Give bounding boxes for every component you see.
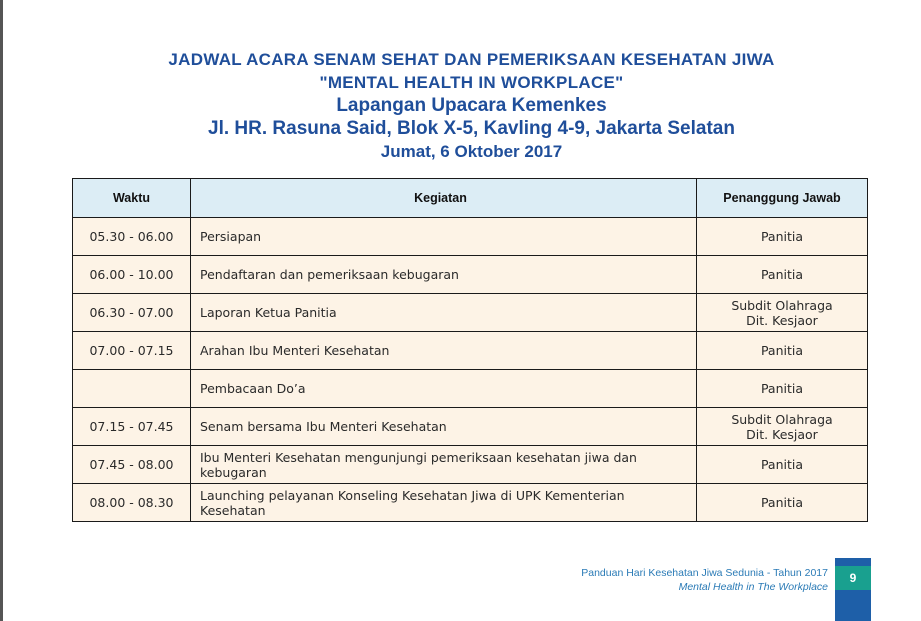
cell-kegiatan: Ibu Menteri Kesehatan mengunjungi pemeriksaan kesehatan jiwa dan kebugaran <box>191 446 697 484</box>
cell-kegiatan: Pendaftaran dan pemeriksaan kebugaran <box>191 256 697 294</box>
table-row <box>73 294 868 332</box>
cell-waktu: 07.00 - 07.15 <box>73 332 191 370</box>
cell-waktu <box>73 370 191 408</box>
schedule-table <box>72 178 868 522</box>
footer-title: Panduan Hari Kesehatan Jiwa Sedunia - Tahun 2017 <box>581 567 828 579</box>
cell-penanggung-jawab: Panitia <box>697 446 868 484</box>
heading-address: Jl. HR. Rasuna Said, Blok X-5, Kavling 4-9, Jakarta Selatan <box>208 118 735 139</box>
cell-waktu: 05.30 - 06.00 <box>73 218 191 256</box>
document-heading <box>0 48 921 163</box>
cell-kegiatan: Laporan Ketua Panitia <box>191 294 697 332</box>
cell-waktu: 08.00 - 08.30 <box>73 484 191 522</box>
heading-line-1: JADWAL ACARA SENAM SEHAT DAN PEMERIKSAAN KESEHATAN JIWA <box>168 50 775 69</box>
column-header-kegiatan: Kegiatan <box>191 179 697 218</box>
cell-waktu: 06.30 - 07.00 <box>73 294 191 332</box>
page-number-badge <box>835 558 871 621</box>
table-row <box>73 408 868 446</box>
cell-penanggung-jawab: Subdit Olahraga Dit. Kesjaor <box>697 294 868 332</box>
table-row <box>73 256 868 294</box>
cell-waktu: 07.15 - 07.45 <box>73 408 191 446</box>
cell-kegiatan: Launching pelayanan Konseling Kesehatan Jiwa di UPK Kementerian Kesehatan <box>191 484 697 522</box>
table-row <box>73 446 868 484</box>
cell-penanggung-jawab: Panitia <box>697 218 868 256</box>
cell-penanggung-jawab: Panitia <box>697 484 868 522</box>
cell-waktu: 06.00 - 10.00 <box>73 256 191 294</box>
table-row <box>73 332 868 370</box>
cell-kegiatan: Senam bersama Ibu Menteri Kesehatan <box>191 408 697 446</box>
footer-caption <box>581 566 828 594</box>
cell-kegiatan: Persiapan <box>191 218 697 256</box>
table-row <box>73 484 868 522</box>
footer-subtitle: Mental Health in The Workplace <box>678 581 828 593</box>
cell-kegiatan: Arahan Ibu Menteri Kesehatan <box>191 332 697 370</box>
cell-kegiatan: Pembacaan Do’a <box>191 370 697 408</box>
cell-waktu: 07.45 - 08.00 <box>73 446 191 484</box>
column-header-waktu: Waktu <box>73 179 191 218</box>
table-header-row <box>73 179 868 218</box>
table-row <box>73 218 868 256</box>
cell-penanggung-jawab: Subdit Olahraga Dit. Kesjaor <box>697 408 868 446</box>
heading-venue: Lapangan Upacara Kemenkes <box>336 95 607 116</box>
page-number: 9 <box>835 566 871 590</box>
column-header-penanggung-jawab: Penanggung Jawab <box>697 179 868 218</box>
heading-line-2: "MENTAL HEALTH IN WORKPLACE" <box>319 73 624 92</box>
cell-penanggung-jawab: Panitia <box>697 332 868 370</box>
heading-date: Jumat, 6 Oktober 2017 <box>380 142 563 161</box>
table-row <box>73 370 868 408</box>
cell-penanggung-jawab: Panitia <box>697 370 868 408</box>
cell-penanggung-jawab: Panitia <box>697 256 868 294</box>
